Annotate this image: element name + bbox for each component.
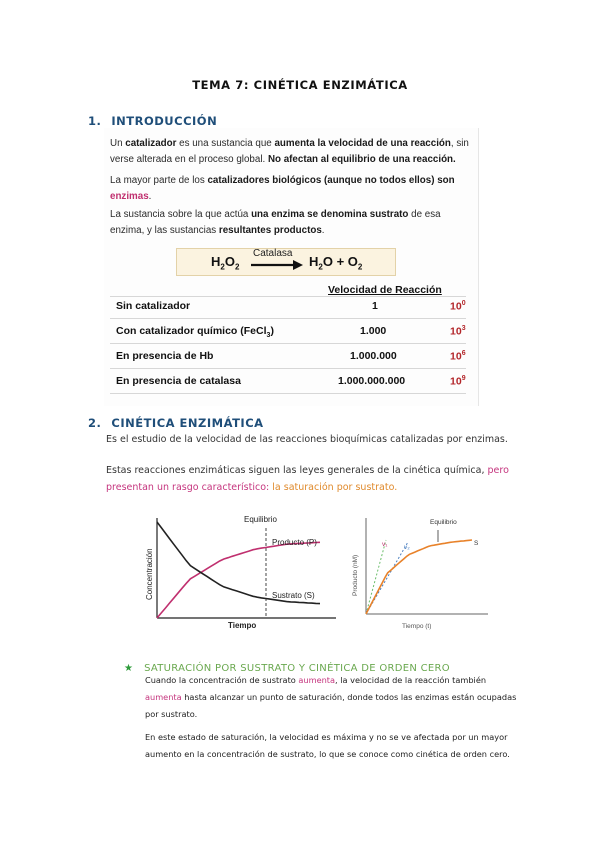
x-axis-label: Tiempo [228, 621, 257, 630]
legend-producto: Producto (P) [272, 538, 317, 547]
table-divider [110, 318, 466, 319]
y-axis-label: Producto (nM) [352, 554, 359, 596]
label-v2: v₂ [404, 544, 410, 551]
page-title: TEMA 7: CINÉTICA ENZIMÁTICA [192, 78, 408, 92]
initial-rate-line-v1 [366, 540, 386, 614]
section-number: 1. [88, 114, 102, 128]
series-producto-line [366, 540, 472, 614]
table-divider [110, 296, 466, 297]
introduction-figure: Un catalizador es una sustancia que aumenta la velocidad de una reacción, sin verse alterada en el proceso global. No afectan al equilibrio de una reacción. La mayor parte de los catalizadores biológicos (aunque no todos ellos) son enzimas. La sustancia sobre la que actúa una enzima se denomina sustrato de esa enzima, y las sustancias resultantes productos. $H_2O_2$ Catalasa $H_2O + O_2$ Velocidad de Reacción Sin catalizador 1 $10^0$ Con catalizador químico (FeCl$_3$) 1.000 $10^3$ En presencia de Hb 1.000.000 $10^6$ En presencia de catalasa 1.000.000.000 $10^9$ [104, 128, 479, 406]
saturation-paragraph-2: En este estado de saturación, la velocidad es máxima y no se ve afectada por un mayor aumento en la concentración de sustrato, lo que se conoce como cinética de orden cero. [145, 732, 510, 759]
label-s: S [474, 540, 479, 547]
legend-sustrato: Sustrato (S) [272, 591, 315, 600]
section-title: CINÉTICA ENZIMÁTICA [111, 416, 264, 430]
equilibrium-label: Equilibrio [244, 515, 277, 524]
section-title: INTRODUCCIÓN [111, 114, 218, 128]
product-time-chart [346, 512, 496, 634]
equation-enzyme-label: Catalasa [253, 248, 293, 259]
y-axis-label: Concentración [145, 548, 154, 600]
x-axis-label: Tiempo (t) [402, 623, 432, 630]
section-number: 2. [88, 416, 102, 430]
kinetics-paragraph-2: Estas reacciones enzimáticas siguen las leyes generales de la cinética química, pero presentan un rasgo característico: la saturación por sustrato. [106, 465, 509, 493]
intro-paragraph-1: Un catalizador es una sustancia que aumenta la velocidad de una reacción, sin verse alterada en el proceso global. No afectan al equilibrio de una reacción. [110, 138, 469, 165]
intro-paragraph-2: La mayor parte de los catalizadores biológicos (aunque no todos ellos) son enzimas. [110, 175, 455, 202]
section-heading-introduccion [88, 114, 217, 128]
label-v1: v₁ [382, 541, 388, 548]
saturation-paragraph-1: Cuando la concentración de sustrato aumenta, la velocidad de la reacción también aumenta hasta alcanzar un punto de saturación, donde todos las enzimas están ocupadas por sustrato. [145, 675, 517, 719]
table-divider [110, 343, 466, 344]
star-icon: ★ [124, 663, 133, 674]
kinetics-paragraph-1: Es el estudio de la velocidad de las reacciones bioquímicas catalizadas por enzimas. [106, 434, 508, 445]
reaction-arrow-icon [251, 259, 303, 271]
equation-reactant: $H_2O_2$ [211, 254, 240, 272]
section-heading-cinetica [88, 416, 264, 430]
reaction-equation [176, 248, 396, 276]
table-divider [110, 368, 466, 369]
intro-paragraph-3: La sustancia sobre la que actúa una enzima se denomina sustrato de esa enzima, y las sustancias resultantes productos. [110, 209, 441, 236]
equilibrium-label: Equilibrio [430, 519, 457, 526]
subsection-title: SATURACIÓN POR SUSTRATO Y CINÉTICA DE ORDEN CERO [144, 663, 450, 674]
concentration-time-chart [140, 510, 340, 632]
table-divider [110, 393, 466, 394]
equation-products: $H_2O + O_2$ [309, 254, 363, 272]
